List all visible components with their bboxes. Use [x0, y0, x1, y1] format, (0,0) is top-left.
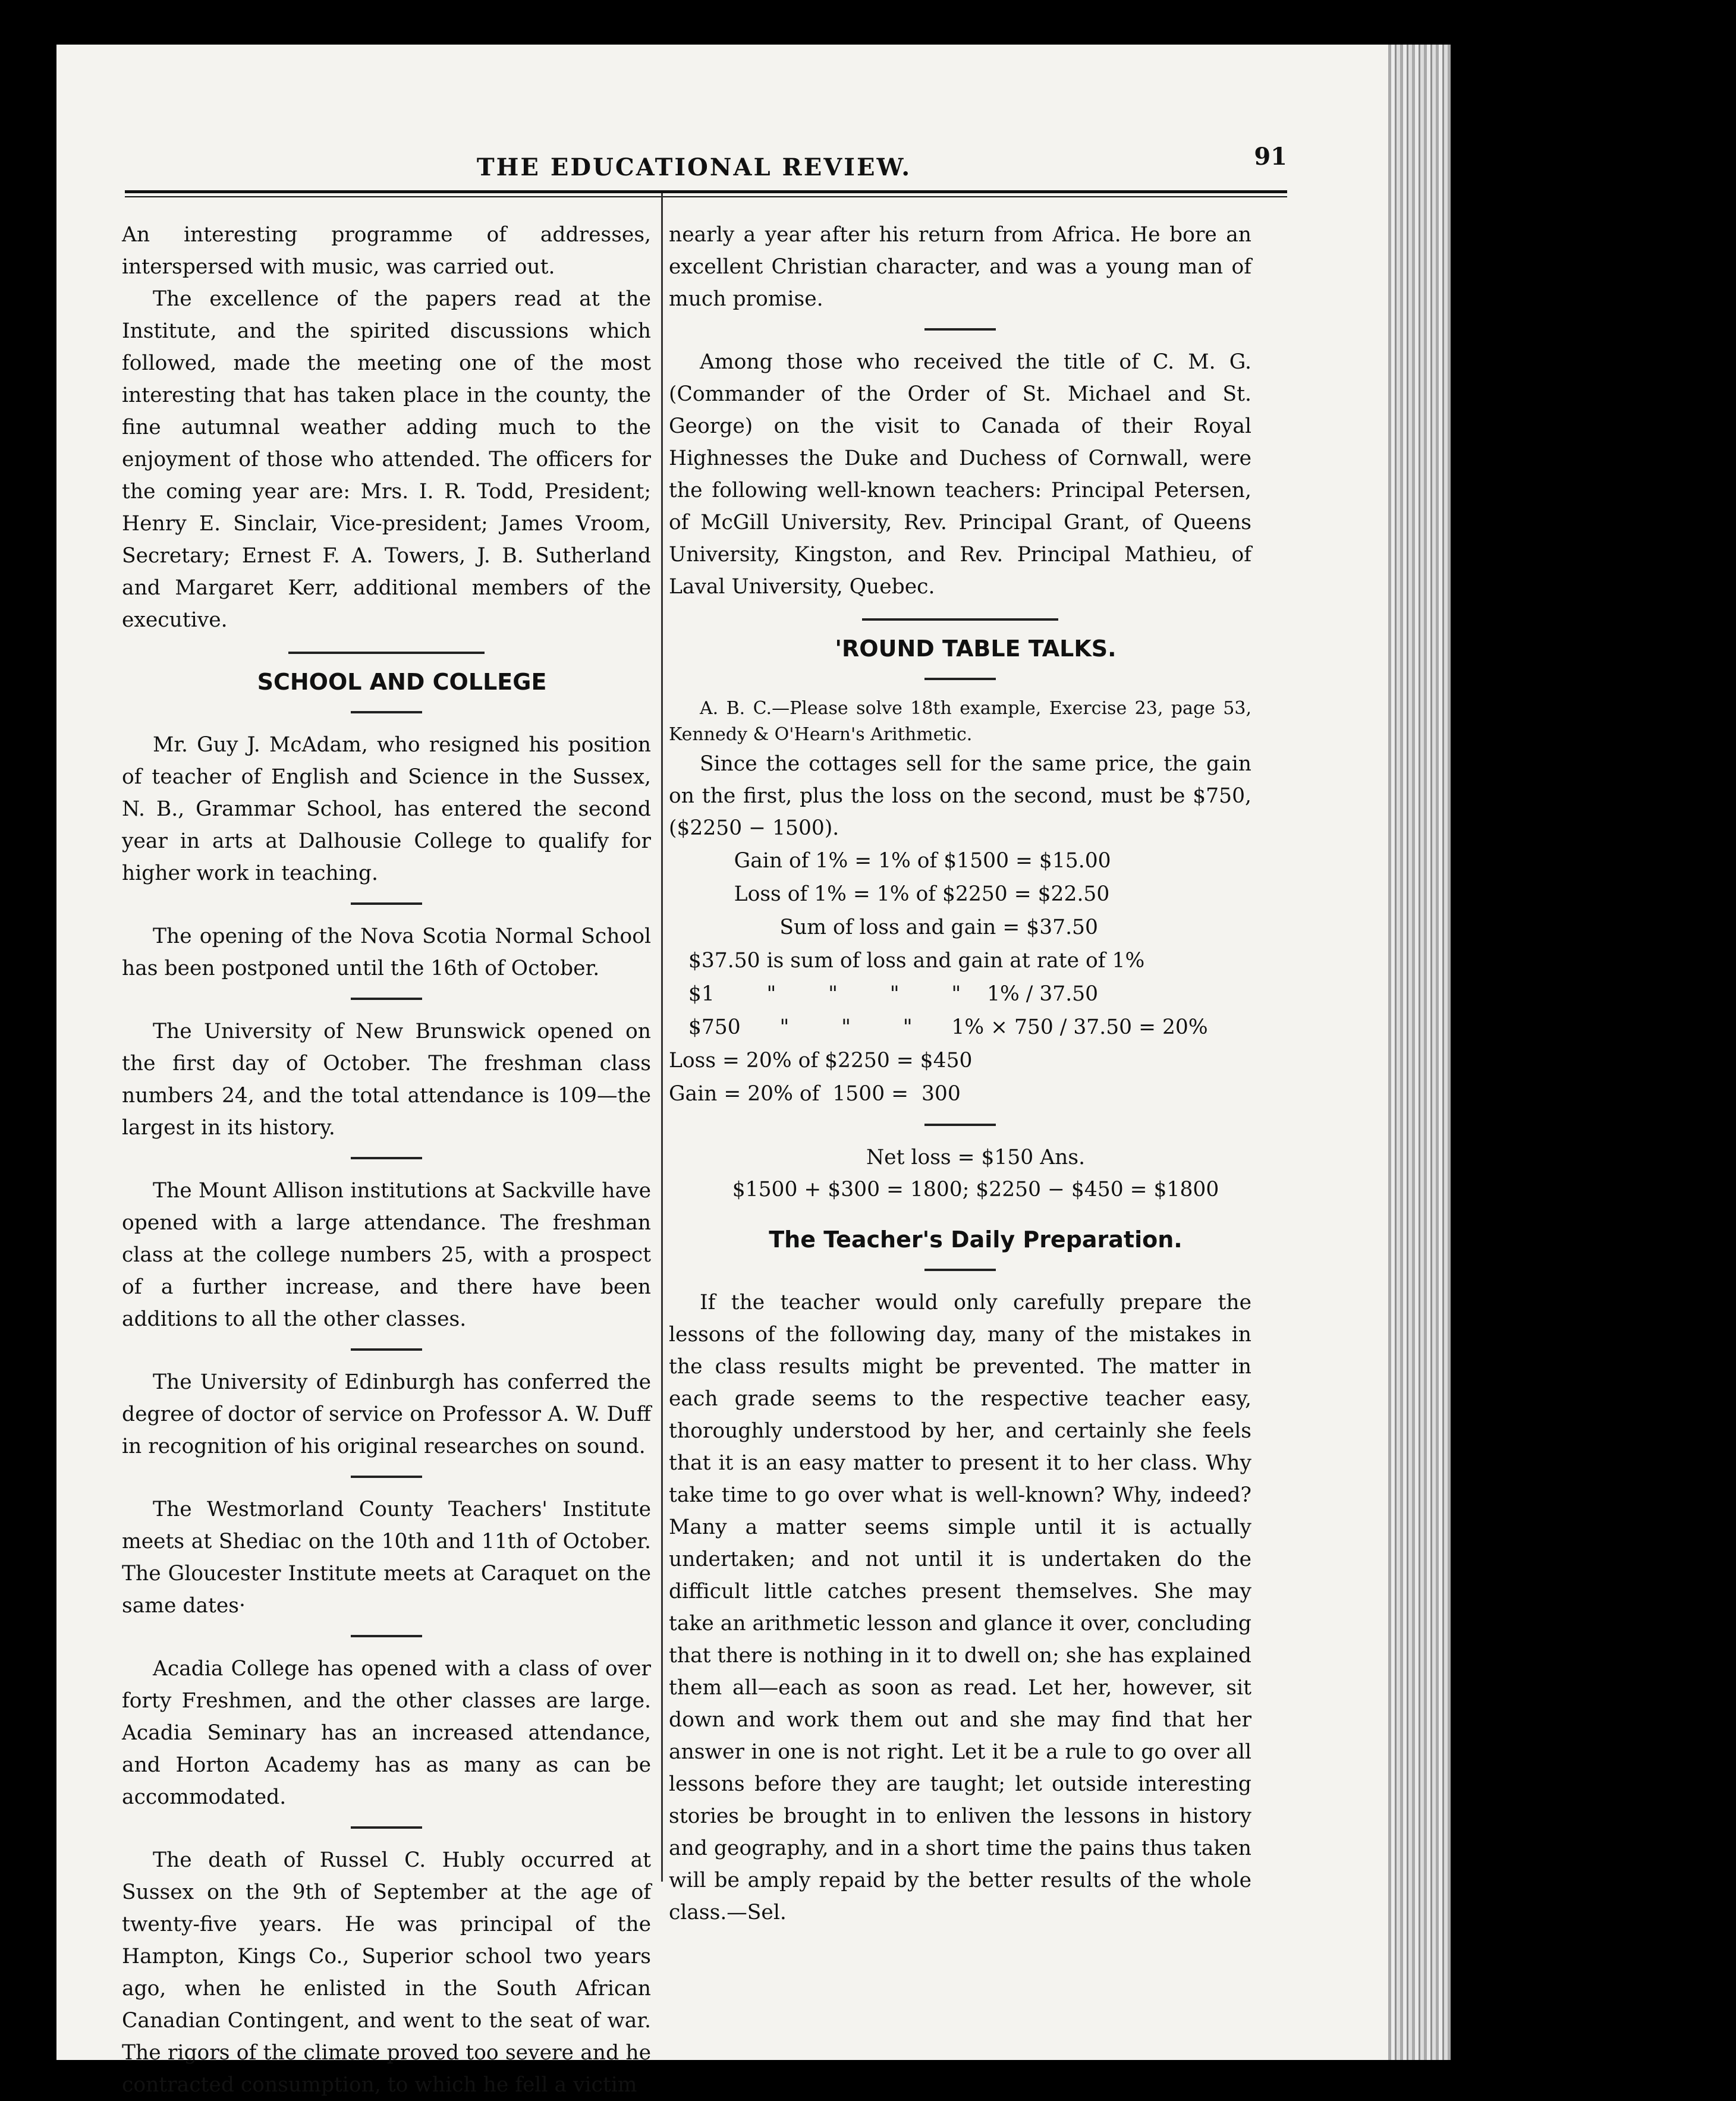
item-divider: [351, 998, 422, 1000]
paragraph: Since the cottages sell for the same price, the gain on the first, plus the loss on the second, must be $750, ($2250 − 1500).: [669, 752, 1251, 840]
section-divider: [288, 652, 485, 654]
item-divider: [351, 1635, 422, 1637]
column-divider: [661, 193, 663, 1882]
item-divider: [351, 1476, 422, 1478]
question: A. B. C.—Please solve 18th example, Exercise 23, page 53, Kennedy & O'Hearn's Arithmetic.: [669, 698, 1251, 745]
paragraph: The excellence of the papers read at the Institute, and the spirited discussions which followed, made the meeting one of the most interesting that has taken place in the county, the fine autumnal weather adding much to the enjoyment of those who attended. The officers for the coming year are: Mrs. I. R. Todd, President; Henry E. Sinclair, Vice-president; James Vroom, Secretary; Ernest F. A. Towers, J. B. Sutherland and Margaret Kerr, additional members of the executive.: [122, 287, 651, 632]
math-solution: [669, 844, 1251, 1111]
math-line: Sum of loss and gain = $37.50: [669, 916, 1098, 939]
page-number: 91: [1254, 143, 1287, 171]
news-item: The University of Edinburgh has conferred the degree of doctor of service on Professor A. W. Duff in recognition of his original researches on sound.: [122, 1370, 651, 1458]
header-rule-thin: [125, 196, 1287, 197]
item-divider: [351, 1157, 422, 1159]
paragraph: Among those who received the title of C. M. G. (Commander of the Order of St. Michael and St. George) on the visit to Canada of their Royal Highnesses the Duke and Duchess of Cornwall, were the following well-known teachers: Principal Petersen, of McGill University, Rev. Principal Grant, of Queens University, Kingston, and Rev. Principal Mathieu, of Laval University, Quebec.: [669, 350, 1251, 599]
math-line: Gain of 1% = 1% of $1500 = $15.00: [669, 849, 1111, 873]
item-divider: [924, 328, 996, 331]
news-item: The Mount Allison institutions at Sackville have opened with a large attendance. The freshman class at the college numbers 25, with a prospect of a further increase, and there have been additions to all the other classes.: [122, 1179, 651, 1331]
paragraph: An interesting programme of addresses, interspersed with music, was carried out.: [122, 223, 651, 279]
section-heading: The Teacher's Daily Preparation.: [769, 1226, 1183, 1253]
item-divider: [351, 1826, 422, 1829]
math-line: $750 " " " 1% × 750 / 37.50 = 20%: [669, 1015, 1208, 1039]
math-line: Loss = 20% of $2250 = $450: [669, 1049, 973, 1072]
news-item: The opening of the Nova Scotia Normal School has been postponed until the 16th of October.: [122, 924, 651, 980]
news-item: The University of New Brunswick opened on the first day of October. The freshman class numbers 24, and the total attendance is 109—the largest in its history.: [122, 1020, 651, 1140]
sum-rule: [924, 1124, 996, 1126]
item-divider: [924, 678, 996, 680]
item-divider: [351, 1348, 422, 1351]
section-heading: 'ROUND TABLE TALKS.: [835, 636, 1117, 662]
math-line: Gain = 20% of 1500 = 300: [669, 1082, 961, 1106]
header-rule: [125, 190, 1287, 193]
math-line: Loss of 1% = 1% of $2250 = $22.50: [669, 882, 1110, 906]
net-loss-line: Net loss = $150 Ans.: [866, 1146, 1086, 1169]
math-line: $1 " " " " 1% / 37.50: [669, 982, 1099, 1006]
math-line: $37.50 is sum of loss and gain at rate of 1%: [669, 949, 1145, 973]
item-divider: [351, 902, 422, 905]
right-column: [669, 219, 1251, 1929]
section-divider: [862, 618, 1058, 621]
page-header: [101, 101, 1287, 181]
running-title: THE EDUCATIONAL REVIEW.: [476, 153, 912, 181]
item-divider: [924, 1269, 996, 1271]
section-heading: SCHOOL AND COLLEGE: [257, 669, 547, 695]
paragraph: nearly a year after his return from Africa. He bore an excellent Christian character, and was a young man of much promise.: [669, 223, 1251, 311]
paragraph: If the teacher would only carefully prepare the lessons of the following day, many of the mistakes in the class results might be prevented. The matter in each grade seems to the respective teacher easy, thoroughly understood by her, and certainly she feels that it is an easy matter to present it to her class. Why take time to go over what is well-known? Why, indeed? Many a matter seems simple until it is actually undertaken; and not until it is undertaken do the difficult little catches present themselves. She may take an arithmetic lesson and glance it over, concluding that there is nothing in it to dwell on; she has explained them all—each as soon as read. Let her, however, sit down and work them out and she may find that her answer in one is not right. Let it be a rule to go over all lessons before they are taught; let outside interesting stories be brought in to enliven the lessons in history and geography, and in a short time the pains thus taken will be amply repaid by the better results of the whole class.—Sel.: [669, 1291, 1251, 1924]
left-column: [122, 219, 651, 2101]
check-line: $1500 + $300 = 1800; $2250 − $450 = $1800: [732, 1178, 1219, 1202]
news-item: Mr. Guy J. McAdam, who resigned his position of teacher of English and Science in the Sussex, N. B., Grammar School, has entered the second year in arts at Dalhousie College to qualify for higher work in teaching.: [122, 733, 651, 885]
news-item: The Westmorland County Teachers' Institute meets at Shediac on the 10th and 11th of October. The Gloucester Institute meets at Caraquet on the same dates·: [122, 1498, 651, 1618]
page-edge-stack: [1388, 45, 1451, 2060]
item-divider: [351, 711, 422, 713]
news-item: The death of Russel C. Hubly occurred at Sussex on the 9th of September at the age of twenty-five years. He was principal of the Hampton, Kings Co., Superior school two years ago, when he enlisted in the South African Canadian Contingent, and went to the seat of war. The rigors of the climate proved too severe and he contracted consumption, to which he fell a victim: [122, 1848, 651, 2097]
news-item: Acadia College has opened with a class of over forty Freshmen, and the other classes are large. Acadia Seminary has an increased attendance, and Horton Academy has as many as can be accommodated.: [122, 1657, 651, 1809]
